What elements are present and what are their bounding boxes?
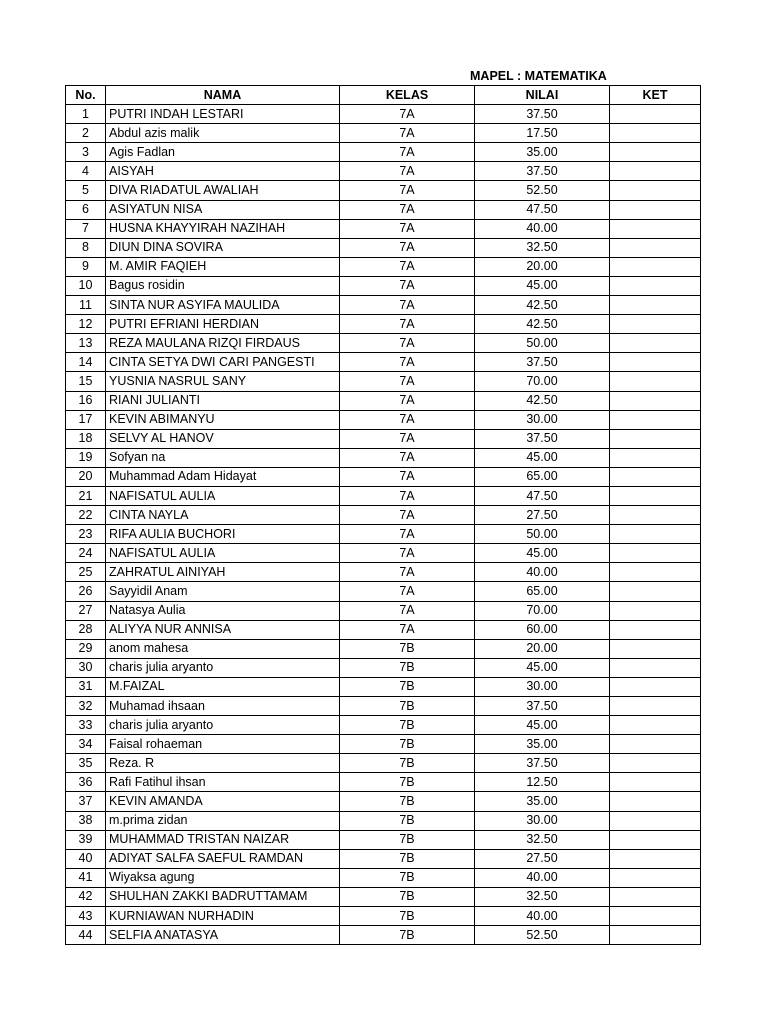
cell-kelas: 7A — [340, 124, 475, 143]
cell-nilai: 70.00 — [475, 372, 610, 391]
cell-ket — [610, 907, 701, 926]
table-row — [66, 296, 701, 315]
cell-no: 1 — [66, 105, 106, 124]
cell-ket — [610, 792, 701, 811]
cell-kelas: 7A — [340, 429, 475, 448]
cell-no: 44 — [66, 926, 106, 945]
cell-no: 41 — [66, 868, 106, 887]
table-row — [66, 544, 701, 563]
cell-nilai: 32.50 — [475, 238, 610, 257]
cell-no: 19 — [66, 448, 106, 467]
cell-ket — [610, 868, 701, 887]
cell-nilai: 45.00 — [475, 448, 610, 467]
cell-no: 43 — [66, 907, 106, 926]
cell-nama: Muhamad ihsaan — [106, 697, 340, 716]
cell-ket — [610, 697, 701, 716]
table-row — [66, 486, 701, 505]
cell-nilai: 37.50 — [475, 429, 610, 448]
cell-ket — [610, 601, 701, 620]
table-row — [66, 811, 701, 830]
cell-kelas: 7A — [340, 525, 475, 544]
column-header-kelas: KELAS — [340, 86, 475, 105]
cell-nama: NAFISATUL AULIA — [106, 486, 340, 505]
cell-ket — [610, 658, 701, 677]
cell-ket — [610, 124, 701, 143]
cell-nilai: 50.00 — [475, 334, 610, 353]
cell-ket — [610, 754, 701, 773]
cell-kelas: 7B — [340, 697, 475, 716]
cell-nama: ZAHRATUL AINIYAH — [106, 563, 340, 582]
cell-nilai: 47.50 — [475, 486, 610, 505]
cell-no: 27 — [66, 601, 106, 620]
cell-no: 39 — [66, 830, 106, 849]
cell-ket — [610, 429, 701, 448]
cell-kelas: 7A — [340, 620, 475, 639]
cell-nilai: 45.00 — [475, 658, 610, 677]
cell-nilai: 27.50 — [475, 506, 610, 525]
cell-ket — [610, 448, 701, 467]
cell-kelas: 7A — [340, 372, 475, 391]
cell-nilai: 40.00 — [475, 219, 610, 238]
cell-nilai: 52.50 — [475, 181, 610, 200]
cell-nilai: 40.00 — [475, 907, 610, 926]
table-row — [66, 907, 701, 926]
table-row — [66, 735, 701, 754]
cell-no: 24 — [66, 544, 106, 563]
cell-kelas: 7A — [340, 238, 475, 257]
table-row — [66, 697, 701, 716]
cell-nilai: 30.00 — [475, 811, 610, 830]
cell-kelas: 7A — [340, 276, 475, 295]
table-row — [66, 181, 701, 200]
cell-nama: Bagus rosidin — [106, 276, 340, 295]
cell-nama: AISYAH — [106, 162, 340, 181]
cell-nama: charis julia aryanto — [106, 658, 340, 677]
cell-nilai: 30.00 — [475, 677, 610, 696]
cell-nilai: 45.00 — [475, 276, 610, 295]
cell-nama: SELFIA ANATASYA — [106, 926, 340, 945]
cell-kelas: 7A — [340, 410, 475, 429]
cell-nilai: 32.50 — [475, 830, 610, 849]
cell-nilai: 37.50 — [475, 754, 610, 773]
cell-nama: ADIYAT SALFA SAEFUL RAMDAN — [106, 849, 340, 868]
cell-ket — [610, 219, 701, 238]
table-row — [66, 754, 701, 773]
cell-nama: ALIYYA NUR ANNISA — [106, 620, 340, 639]
cell-no: 35 — [66, 754, 106, 773]
cell-nama: CINTA SETYA DWI CARI PANGESTI — [106, 353, 340, 372]
cell-no: 7 — [66, 219, 106, 238]
table-row — [66, 372, 701, 391]
table-row — [66, 830, 701, 849]
table-row — [66, 124, 701, 143]
cell-nama: m.prima zidan — [106, 811, 340, 830]
cell-ket — [610, 276, 701, 295]
cell-kelas: 7A — [340, 315, 475, 334]
cell-kelas: 7A — [340, 296, 475, 315]
cell-ket — [610, 811, 701, 830]
cell-no: 42 — [66, 887, 106, 906]
cell-nilai: 45.00 — [475, 716, 610, 735]
cell-nama: SELVY AL HANOV — [106, 429, 340, 448]
cell-nilai: 37.50 — [475, 697, 610, 716]
cell-ket — [610, 639, 701, 658]
cell-no: 38 — [66, 811, 106, 830]
cell-ket — [610, 620, 701, 639]
cell-kelas: 7A — [340, 105, 475, 124]
cell-nama: KURNIAWAN NURHADIN — [106, 907, 340, 926]
table-row — [66, 658, 701, 677]
cell-nama: Rafi Fatihul ihsan — [106, 773, 340, 792]
cell-kelas: 7A — [340, 467, 475, 486]
table-row — [66, 601, 701, 620]
cell-nama: PUTRI EFRIANI HERDIAN — [106, 315, 340, 334]
cell-nilai: 40.00 — [475, 868, 610, 887]
cell-ket — [610, 716, 701, 735]
cell-nilai: 20.00 — [475, 639, 610, 658]
cell-nilai: 32.50 — [475, 887, 610, 906]
cell-ket — [610, 162, 701, 181]
table-row — [66, 105, 701, 124]
table-row — [66, 620, 701, 639]
cell-nama: Sofyan na — [106, 448, 340, 467]
cell-no: 3 — [66, 143, 106, 162]
cell-nilai: 40.00 — [475, 563, 610, 582]
table-body — [66, 105, 701, 945]
table-row — [66, 868, 701, 887]
cell-kelas: 7B — [340, 677, 475, 696]
cell-kelas: 7A — [340, 200, 475, 219]
cell-nama: RIANI JULIANTI — [106, 391, 340, 410]
table-row — [66, 792, 701, 811]
cell-ket — [610, 735, 701, 754]
cell-nama: RIFA AULIA BUCHORI — [106, 525, 340, 544]
cell-ket — [610, 830, 701, 849]
cell-kelas: 7A — [340, 162, 475, 181]
cell-no: 22 — [66, 506, 106, 525]
cell-no: 21 — [66, 486, 106, 505]
cell-nama: SINTA NUR ASYIFA MAULIDA — [106, 296, 340, 315]
cell-nilai: 60.00 — [475, 620, 610, 639]
table-row — [66, 238, 701, 257]
column-header-nama: NAMA — [106, 86, 340, 105]
cell-kelas: 7B — [340, 754, 475, 773]
cell-nilai: 20.00 — [475, 257, 610, 276]
cell-no: 28 — [66, 620, 106, 639]
cell-nama: charis julia aryanto — [106, 716, 340, 735]
cell-nilai: 37.50 — [475, 105, 610, 124]
cell-nilai: 50.00 — [475, 525, 610, 544]
cell-nilai: 45.00 — [475, 544, 610, 563]
cell-nama: REZA MAULANA RIZQI FIRDAUS — [106, 334, 340, 353]
cell-ket — [610, 467, 701, 486]
cell-nilai: 70.00 — [475, 601, 610, 620]
cell-nama: NAFISATUL AULIA — [106, 544, 340, 563]
table-row — [66, 506, 701, 525]
cell-no: 30 — [66, 658, 106, 677]
table-row — [66, 467, 701, 486]
cell-nama: Muhammad Adam Hidayat — [106, 467, 340, 486]
cell-no: 37 — [66, 792, 106, 811]
cell-kelas: 7A — [340, 486, 475, 505]
cell-kelas: 7B — [340, 926, 475, 945]
cell-no: 36 — [66, 773, 106, 792]
table-row — [66, 887, 701, 906]
cell-ket — [610, 105, 701, 124]
cell-nama: Agis Fadlan — [106, 143, 340, 162]
table-row — [66, 429, 701, 448]
cell-no: 4 — [66, 162, 106, 181]
table-row — [66, 582, 701, 601]
cell-nilai: 27.50 — [475, 849, 610, 868]
cell-no: 16 — [66, 391, 106, 410]
cell-ket — [610, 926, 701, 945]
cell-kelas: 7B — [340, 868, 475, 887]
cell-ket — [610, 582, 701, 601]
cell-no: 34 — [66, 735, 106, 754]
cell-ket — [610, 544, 701, 563]
cell-no: 40 — [66, 849, 106, 868]
cell-no: 8 — [66, 238, 106, 257]
cell-no: 26 — [66, 582, 106, 601]
cell-kelas: 7B — [340, 887, 475, 906]
cell-ket — [610, 296, 701, 315]
cell-no: 15 — [66, 372, 106, 391]
cell-ket — [610, 773, 701, 792]
cell-ket — [610, 410, 701, 429]
table-row — [66, 849, 701, 868]
cell-nama: DIVA RIADATUL AWALIAH — [106, 181, 340, 200]
cell-no: 33 — [66, 716, 106, 735]
cell-no: 10 — [66, 276, 106, 295]
table-row — [66, 353, 701, 372]
cell-kelas: 7A — [340, 143, 475, 162]
cell-nama: DIUN DINA SOVIRA — [106, 238, 340, 257]
cell-kelas: 7B — [340, 773, 475, 792]
cell-ket — [610, 849, 701, 868]
table-row — [66, 391, 701, 410]
cell-kelas: 7A — [340, 544, 475, 563]
cell-kelas: 7A — [340, 391, 475, 410]
cell-no: 9 — [66, 257, 106, 276]
table-row — [66, 926, 701, 945]
cell-nama: KEVIN AMANDA — [106, 792, 340, 811]
cell-nilai: 47.50 — [475, 200, 610, 219]
cell-ket — [610, 200, 701, 219]
cell-nama: anom mahesa — [106, 639, 340, 658]
cell-no: 29 — [66, 639, 106, 658]
table-row — [66, 525, 701, 544]
cell-kelas: 7A — [340, 582, 475, 601]
cell-kelas: 7B — [340, 830, 475, 849]
cell-ket — [610, 677, 701, 696]
table-header-row — [66, 86, 701, 105]
table-row — [66, 716, 701, 735]
cell-ket — [610, 238, 701, 257]
cell-nilai: 17.50 — [475, 124, 610, 143]
cell-ket — [610, 563, 701, 582]
cell-ket — [610, 525, 701, 544]
table-row — [66, 334, 701, 353]
cell-nilai: 65.00 — [475, 582, 610, 601]
table-row — [66, 448, 701, 467]
table-row — [66, 257, 701, 276]
cell-ket — [610, 372, 701, 391]
cell-kelas: 7A — [340, 353, 475, 372]
cell-nama: Faisal rohaeman — [106, 735, 340, 754]
cell-ket — [610, 391, 701, 410]
table-row — [66, 162, 701, 181]
cell-kelas: 7A — [340, 601, 475, 620]
cell-nilai: 52.50 — [475, 926, 610, 945]
cell-ket — [610, 315, 701, 334]
cell-no: 11 — [66, 296, 106, 315]
cell-nama: HUSNA KHAYYIRAH NAZIHAH — [106, 219, 340, 238]
cell-ket — [610, 257, 701, 276]
cell-nilai: 65.00 — [475, 467, 610, 486]
table-row — [66, 563, 701, 582]
column-header-ket: KET — [610, 86, 701, 105]
cell-nama: Abdul azis malik — [106, 124, 340, 143]
cell-nilai: 37.50 — [475, 353, 610, 372]
cell-kelas: 7A — [340, 181, 475, 200]
cell-kelas: 7B — [340, 792, 475, 811]
cell-no: 25 — [66, 563, 106, 582]
cell-nama: YUSNIA NASRUL SANY — [106, 372, 340, 391]
cell-kelas: 7A — [340, 257, 475, 276]
cell-nama: MUHAMMAD TRISTAN NAIZAR — [106, 830, 340, 849]
cell-nama: KEVIN ABIMANYU — [106, 410, 340, 429]
table-row — [66, 315, 701, 334]
cell-nilai: 37.50 — [475, 162, 610, 181]
cell-ket — [610, 353, 701, 372]
cell-no: 20 — [66, 467, 106, 486]
column-header-nilai: NILAI — [475, 86, 610, 105]
cell-nilai: 42.50 — [475, 315, 610, 334]
cell-no: 14 — [66, 353, 106, 372]
cell-no: 13 — [66, 334, 106, 353]
cell-no: 32 — [66, 697, 106, 716]
cell-no: 23 — [66, 525, 106, 544]
cell-kelas: 7A — [340, 563, 475, 582]
cell-kelas: 7A — [340, 448, 475, 467]
cell-nilai: 35.00 — [475, 143, 610, 162]
table-row — [66, 143, 701, 162]
cell-no: 31 — [66, 677, 106, 696]
cell-kelas: 7B — [340, 811, 475, 830]
cell-nama: CINTA NAYLA — [106, 506, 340, 525]
subject-title: MAPEL : MATEMATIKA — [470, 69, 607, 83]
cell-nama: PUTRI INDAH LESTARI — [106, 105, 340, 124]
cell-nama: Sayyidil Anam — [106, 582, 340, 601]
cell-kelas: 7B — [340, 735, 475, 754]
table-row — [66, 410, 701, 429]
cell-nama: M.FAIZAL — [106, 677, 340, 696]
cell-kelas: 7B — [340, 658, 475, 677]
cell-no: 2 — [66, 124, 106, 143]
cell-nama: SHULHAN ZAKKI BADRUTTAMAM — [106, 887, 340, 906]
cell-ket — [610, 143, 701, 162]
cell-kelas: 7B — [340, 907, 475, 926]
table-row — [66, 773, 701, 792]
cell-nama: Wiyaksa agung — [106, 868, 340, 887]
column-header-no: No. — [66, 86, 106, 105]
cell-kelas: 7A — [340, 219, 475, 238]
cell-no: 12 — [66, 315, 106, 334]
cell-nama: M. AMIR FAQIEH — [106, 257, 340, 276]
cell-nilai: 12.50 — [475, 773, 610, 792]
cell-kelas: 7B — [340, 849, 475, 868]
cell-nilai: 30.00 — [475, 410, 610, 429]
cell-no: 17 — [66, 410, 106, 429]
cell-ket — [610, 486, 701, 505]
cell-kelas: 7B — [340, 639, 475, 658]
cell-ket — [610, 181, 701, 200]
cell-kelas: 7B — [340, 716, 475, 735]
cell-nilai: 42.50 — [475, 391, 610, 410]
grades-table — [65, 85, 701, 945]
cell-no: 5 — [66, 181, 106, 200]
table-row — [66, 276, 701, 295]
table-row — [66, 200, 701, 219]
table-row — [66, 677, 701, 696]
table-row — [66, 639, 701, 658]
cell-nama: ASIYATUN NISA — [106, 200, 340, 219]
cell-nama: Reza. R — [106, 754, 340, 773]
cell-ket — [610, 334, 701, 353]
cell-ket — [610, 887, 701, 906]
cell-nilai: 42.50 — [475, 296, 610, 315]
cell-nilai: 35.00 — [475, 735, 610, 754]
table-row — [66, 219, 701, 238]
cell-ket — [610, 506, 701, 525]
cell-no: 18 — [66, 429, 106, 448]
cell-kelas: 7A — [340, 506, 475, 525]
cell-kelas: 7A — [340, 334, 475, 353]
cell-nilai: 35.00 — [475, 792, 610, 811]
cell-nama: Natasya Aulia — [106, 601, 340, 620]
cell-no: 6 — [66, 200, 106, 219]
